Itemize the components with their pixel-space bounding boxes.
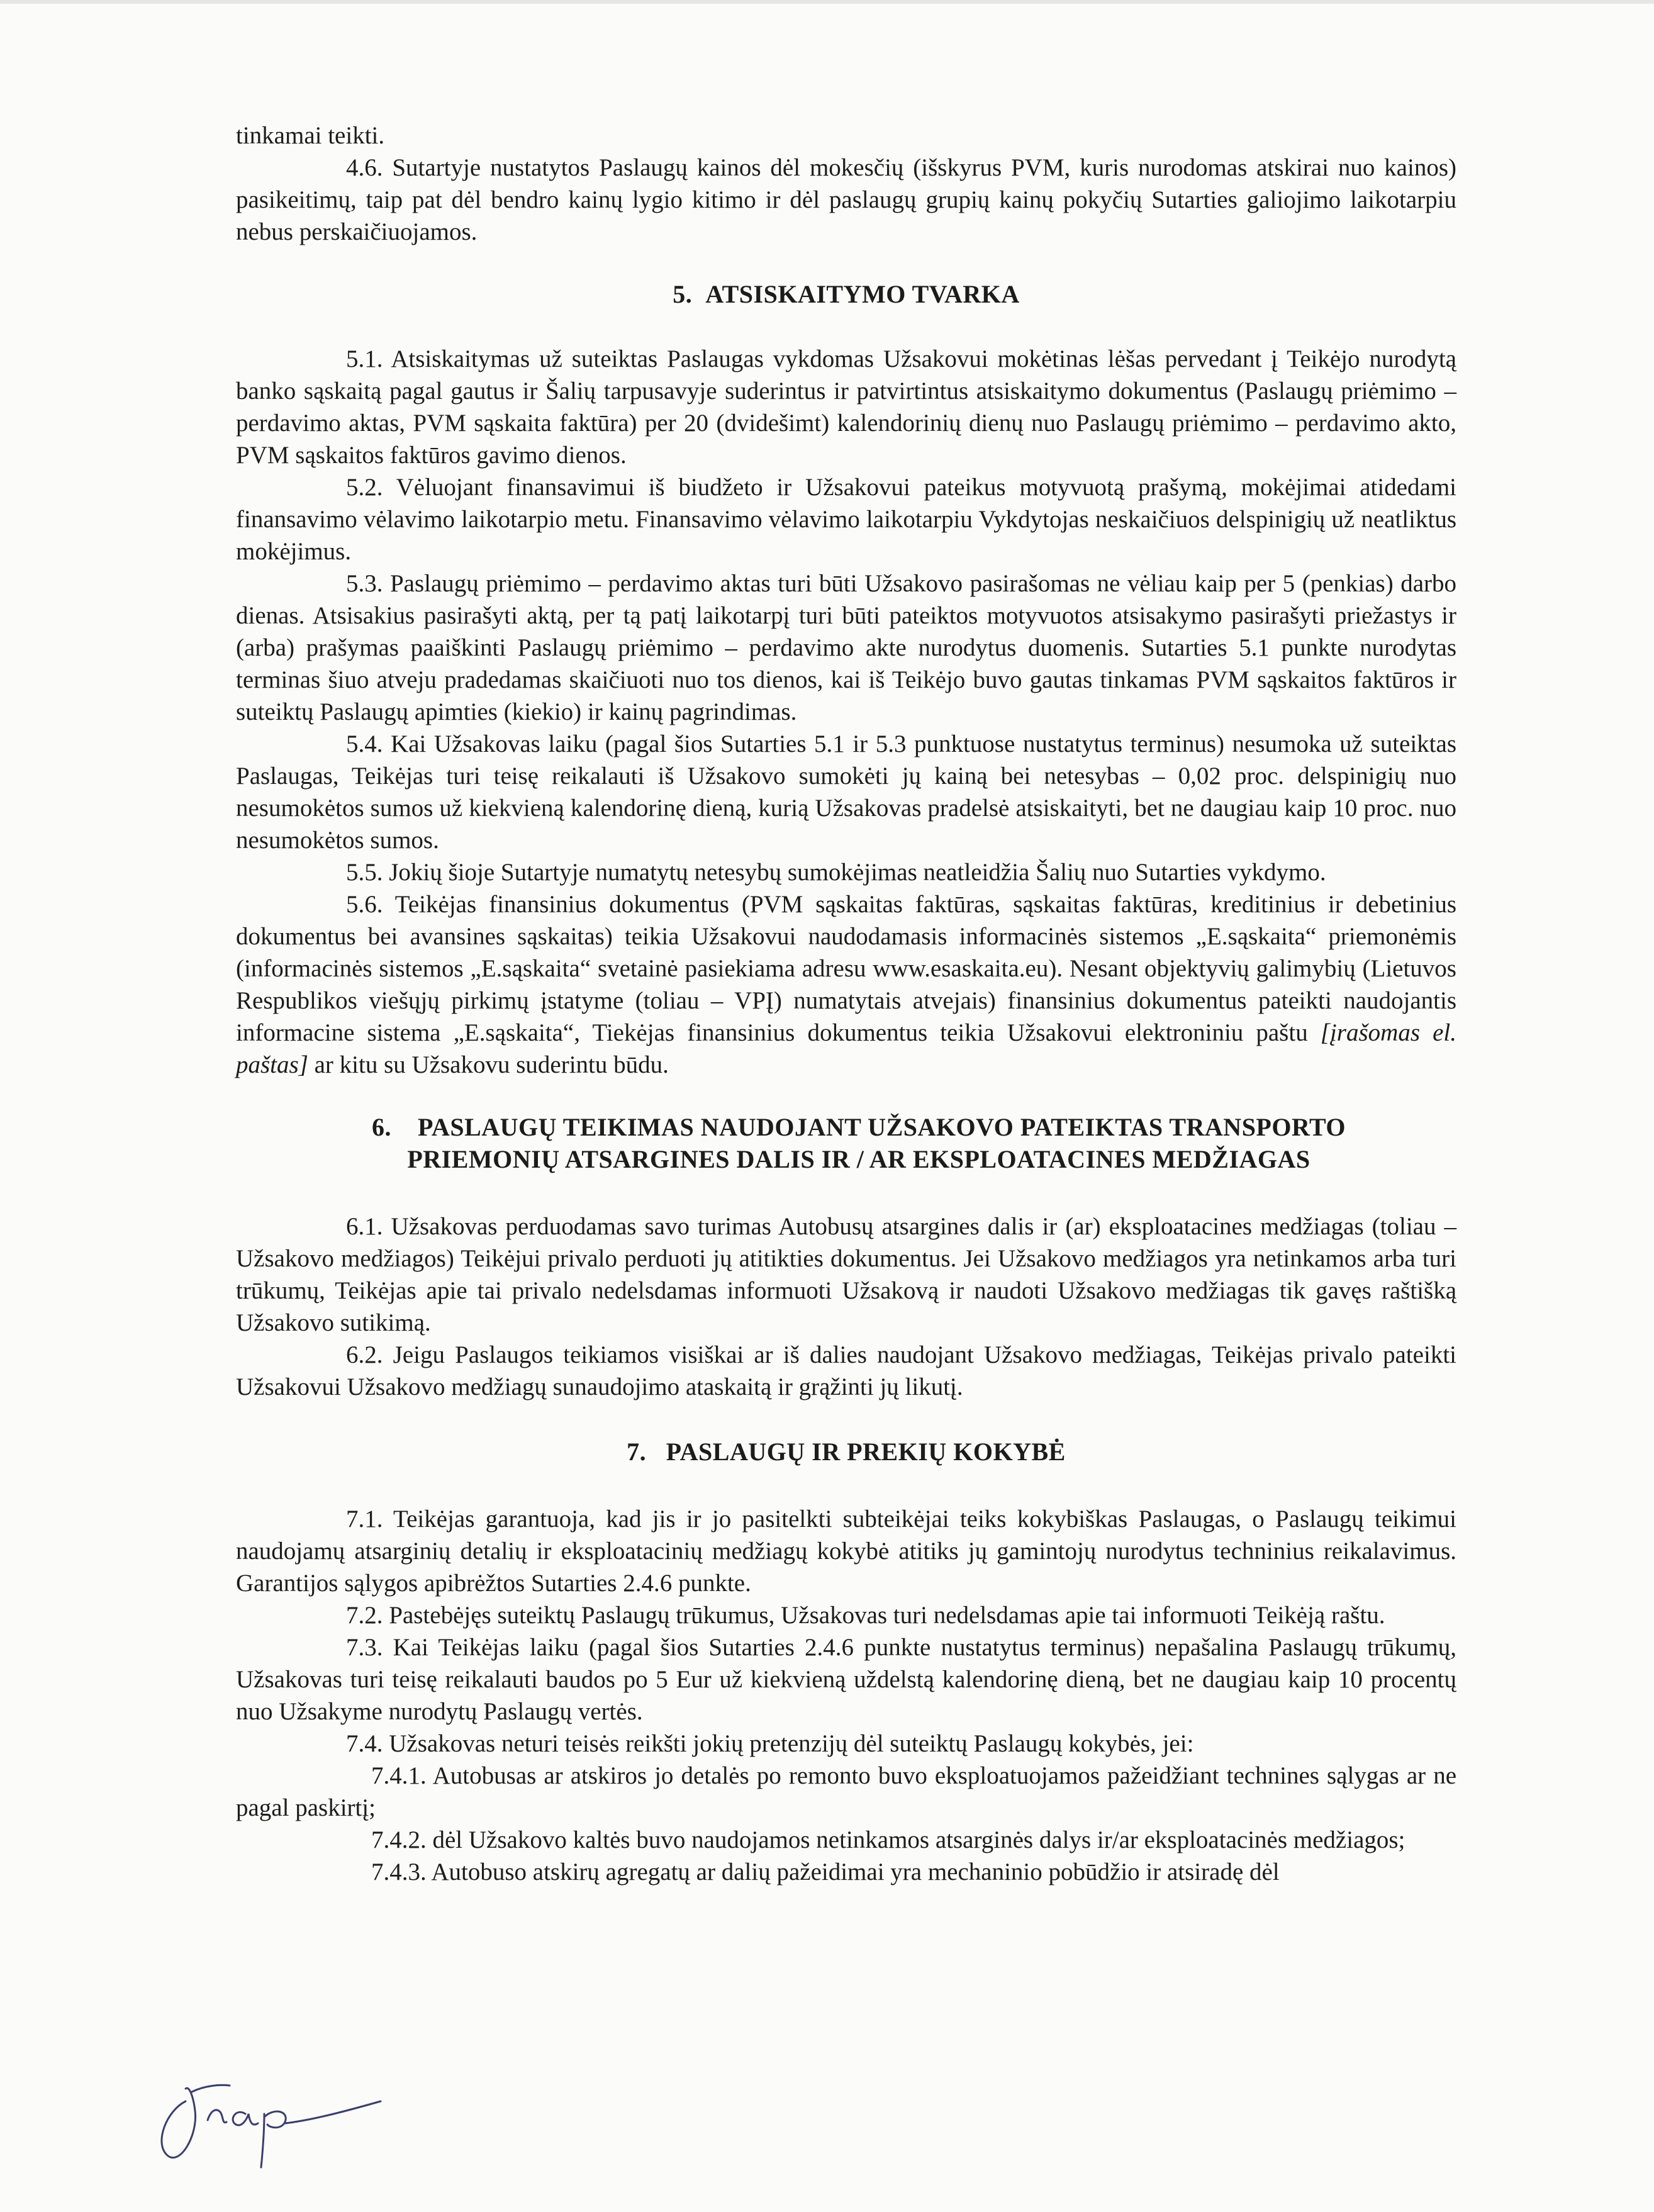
paragraph-7-2: 7.2. Pastebėjęs suteiktų Paslaugų trūkumus, Užsakovas turi nedelsdamas apie tai informuoti Teikėją raštu. [346, 1602, 1385, 1629]
paragraph-7-1: 7.1. Teikėjas garantuoja, kad jis ir jo pasitelkti subteikėjai teiks kokybiškas Paslaugas, o Paslaugų teikimui naudojamų atsarginių detalių ir eksploatacinių medžiagų kokybė atitiks jų gamintojų nurodytus techninius reikalavimus. Garantijos sąlygos apibrėžtos Sutarties 2.4.6 punkte. [236, 1505, 1456, 1597]
paragraph-5-1: 5.1. Atsiskaitymas už suteiktas Paslaugas vykdomas Užsakovui mokėtinas lėšas pervedant į Teikėjo nurodytą banko sąskaitą pagal gautus ir Šalių tarpusavyje suderintus ir patvirtintus atsiskaitymo dokumentus (Paslaugų priėmimo – perdavimo aktas, PVM sąskaita faktūra) per 20 (dvidešimt) kalendorinių dienų nuo Paslaugų priėmimo – perdavimo akto, PVM sąskaitos faktūros gavimo dienos. [236, 345, 1456, 469]
document-page [236, 120, 1456, 1888]
paragraph-5-5: 5.5. Jokių šioje Sutartyje numatytų netesybų sumokėjimas neatleidžia Šalių nuo Sutarties vykdymo. [346, 859, 1326, 886]
subitem-7-4-1: 7.4.1. Autobusas ar atskiros jo detalės po remonto buvo eksploatuojamos pažeidžiant technines sąlygas ar ne pagal paskirtį; [236, 1762, 1456, 1821]
paragraph-5-3: 5.3. Paslaugų priėmimo – perdavimo aktas turi būti Užsakovo pasirašomas ne vėliau kaip per 5 (penkias) darbo dienas. Atsisakius pasirašyti aktą, per tą patį laikotarpį turi būti pateiktos motyvuotos atsisakymo pasirašyti priežastys ir (arba) prašymas paaiškinti Paslaugų priėmimo – perdavimo akte nurodytus duomenis. Sutarties 5.1 punkte nurodytas terminas šiuo atveju pradedamas skaičiuoti nuo tos dienos, kai iš Teikėjo buvo gautas tinkamas PVM sąskaitos faktūros ir suteiktų Paslaugų apimties (kiekio) ir kainų pagrindimas. [236, 570, 1456, 725]
paragraph-5-4: 5.4. Kai Užsakovas laiku (pagal šios Sutarties 5.1 ir 5.3 punktuose nustatytus terminus) nesumoka už suteiktas Paslaugas, Teikėjas turi teisę reikalauti iš Užsakovo sumokėti jų kainą bei netesybas – 0,02 proc. delspinigių nuo nesumokėtos sumos už kiekvieną kalendorinę dieną, kurią Užsakovas pradelsė atsiskaityti, bet ne daugiau kaip 10 proc. nuo nesumokėtos sumos. [236, 730, 1456, 854]
paragraph-7-3: 7.3. Kai Teikėjas laiku (pagal šios Sutarties 2.4.6 punkte nustatytus terminus) nepašalina Paslaugų trūkumų, Užsakovas turi teisę reikalauti baudos po 5 Eur už kiekvieną uždelstą kalendorinę dieną, bet ne daugiau kaip 10 procentų nuo Užsakyme nurodytų Paslaugų vertės. [236, 1634, 1456, 1725]
scan-edge [0, 0, 1654, 4]
paragraph-5-6-end: ar kitu su Užsakovu suderintu būdu. [308, 1051, 669, 1078]
section-6-heading-line1: 6. PASLAUGŲ TEIKIMAS NAUDOJANT UŽSAKOVO PATEIKTAS TRANSPORTO [371, 1113, 1346, 1141]
handwritten-signature [142, 2067, 406, 2177]
paragraph-6-2: 6.2. Jeigu Paslaugos teikiamos visiškai ar iš dalies naudojant Užsakovo medžiagas, Teikėjas privalo pateikti Užsakovui Užsakovo medžiagų sunaudojimo ataskaitą ir grąžinti jų likutį. [236, 1341, 1456, 1400]
paragraph-4-6: 4.6. Sutartyje nustatytos Paslaugų kainos dėl mokesčių (išskyrus PVM, kuris nurodomas atskirai nuo kainos) pasikeitimų, taip pat dėl bendro kainų lygio kitimo ir dėl paslaugų grupių kainų pokyčių Sutarties galiojimo laikotarpiu nebus perskaičiuojamos. [236, 154, 1456, 245]
section-6-heading-line2: PRIEMONIŲ ATSARGINES DALIS IR / AR EKSPLOATACINES MEDŽIAGAS [407, 1145, 1310, 1173]
paragraph-5-6 [236, 888, 1456, 1081]
paragraph-5-2: 5.2. Vėluojant finansavimui iš biudžeto ir Užsakovui pateikus motyvuotą prašymą, mokėjimai atidedami finansavimo vėlavimo laikotarpio metu. Finansavimo vėlavimo laikotarpiu Vykdytojas neskaičiuos delspinigių už neatliktus mokėjimus. [236, 474, 1456, 565]
paragraph-6-1: 6.1. Užsakovas perduodamas savo turimas Autobusų atsargines dalis ir (ar) eksploatacines medžiagas (toliau – Užsakovo medžiagos) Teikėjui privalo perduoti jų atitikties dokumentus. Jei Užsakovo medžiagos yra netinkamos arba turi trūkumų, Teikėjas apie tai privalo nedelsdamas informuoti Užsakovą ir naudoti Užsakovo medžiagas tik gavęs raštišką Užsakovo sutikimą. [236, 1213, 1456, 1336]
subitem-7-4-3: 7.4.3. Autobuso atskirų agregatų ar dalių pažeidimai yra mechaninio pobūdžio ir atsiradę dėl [371, 1858, 1280, 1885]
paragraph-7-4: 7.4. Užsakovas neturi teisės reikšti jokių pretenzijų dėl suteiktų Paslaugų kokybės, jei: [346, 1730, 1194, 1757]
subitem-7-4-2: 7.4.2. dėl Užsakovo kaltės buvo naudojamos netinkamos atsarginės dalys ir/ar eksploatacinės medžiagos; [371, 1826, 1405, 1853]
email-placeholder: [įrašomas el. paštas] [236, 1019, 1456, 1078]
section-7-heading: 7. PASLAUGŲ IR PREKIŲ KOKYBĖ [627, 1438, 1066, 1466]
section-6-heading [236, 1111, 1456, 1175]
paragraph-5-6-text: 5.6. Teikėjas finansinius dokumentus (PVM sąskaitas faktūras, sąskaitas faktūras, kreditinius ir debetinius dokumentus bei avansines sąskaitas) teikia Užsakovui naudodamasis informacinės sistemos „E.sąskaita“ priemonėmis (informacinės sistemos „E.sąskaita“ svetainė pasiekiama adresu www.esaskaita.eu). Nesant objektyvių galimybių (Lietuvos Respublikos viešųjų pirkimų įstatyme (toliau – VPĮ) numatytais atvejais) finansinius dokumentus pateikti naudojantis informacine sistema „E.sąskaita“, Tiekėjas finansinius dokumentus teikia Užsakovui elektroniniu paštu [236, 891, 1456, 1046]
section-5-heading: 5. ATSISKAITYMO TVARKA [673, 280, 1020, 308]
opening-fragment: tinkamai teikti. [236, 122, 385, 149]
